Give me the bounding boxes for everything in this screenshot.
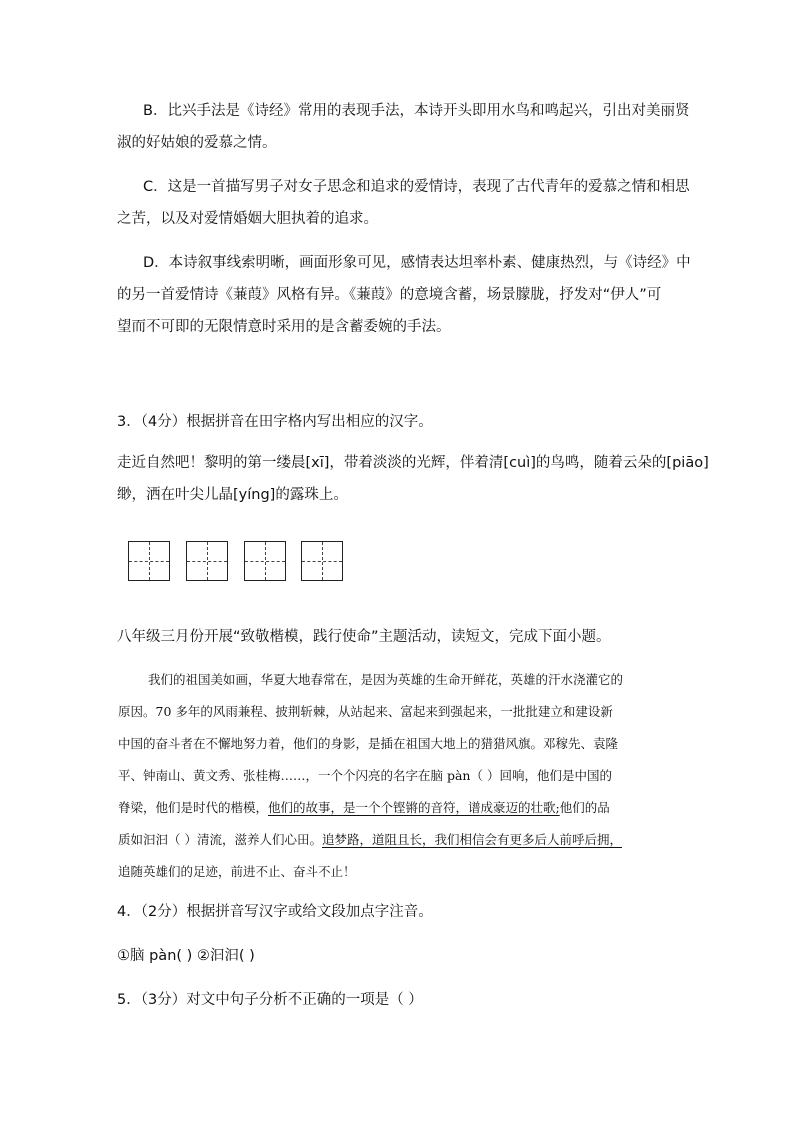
tianzi-grid-cell[interactable] bbox=[244, 541, 286, 581]
passage-line: 追随英雄们的足迹，前进不止、奋斗不止！ bbox=[118, 864, 356, 879]
passage-line: 原因。70 多年的风雨兼程、披荆斩棘，从站起来、富起来到强起来，一批批建立和建设新 bbox=[118, 704, 613, 719]
question-3-text-line-2: 缈，洒在叶尖儿晶[yíng]的露珠上。 bbox=[117, 487, 348, 503]
passage-text: 他们的品 bbox=[559, 800, 610, 815]
question-4-title: 4．（2分）根据拼音写汉字或给文段加点字注音。 bbox=[117, 904, 433, 920]
activity-intro: 八年级三月份开展“致敬楷模，践行使命”主题活动，读短文，完成下面小题。 bbox=[117, 629, 611, 645]
underlined-sentence: 他们的故事，是一个个铿锵的音符，谱成豪迈的壮歌; bbox=[268, 800, 560, 815]
option-c-line-2: 之苦，以及对爱情婚姻大胆执着的追求。 bbox=[117, 211, 378, 227]
passage-text: 脊梁，他们是时代的楷模， bbox=[118, 800, 269, 815]
passage-line: 平、钟南山、黄文秀、张桂梅……，一个个闪亮的名字在脑 pàn（ ）回响，他们是中国的 bbox=[118, 768, 612, 783]
option-b-line-2: 淑的好姑娘的爱慕之情。 bbox=[117, 135, 277, 151]
passage-line bbox=[118, 830, 622, 850]
option-d-line-1: D．本诗叙事线索明晰，画面形象可见，感情表达坦率朴素、健康热烈，与《诗经》中 bbox=[143, 255, 691, 271]
passage-line: 中国的奋斗者在不懈地努力着，他们的身影，是插在祖国大地上的猎猎风旗。邓稼先、袁隆 bbox=[118, 736, 619, 751]
option-b-line-1: B．比兴手法是《诗经》常用的表现手法，本诗开头即用水鸟和鸣起兴，引出对美丽贤 bbox=[143, 103, 690, 119]
passage-line: 我们的祖国美如画，华夏大地春常在，是因为英雄的生命开鲜花，英雄的汗水浇灌它的 bbox=[148, 672, 624, 687]
question-4-answer-line: ①脑 pàn( ) ②汩汩( ) bbox=[117, 948, 255, 964]
question-5-title: 5．（3分）对文中句子分析不正确的一项是（ ） bbox=[117, 992, 423, 1008]
option-d-line-2: 的另一首爱情诗《蒹葭》风格有异。《蒹葭》的意境含蓄，场景朦胧，抒发对“伊人”可 bbox=[117, 287, 662, 303]
tianzi-grid-cell[interactable] bbox=[128, 541, 170, 581]
tianzi-grid-cell[interactable] bbox=[186, 541, 228, 581]
underlined-sentence: 追梦路，道阻且长，我们相信会有更多后人前呼后拥， bbox=[321, 832, 622, 847]
passage-line bbox=[118, 798, 610, 818]
passage-text: 质如汩汩（ ）清流，滋养人们心田。 bbox=[118, 832, 322, 847]
option-d-line-3: 望而不可即的无限情意时采用的是含蓄委婉的手法。 bbox=[117, 319, 451, 335]
question-3-title: 3．（4分）根据拼音在田字格内写出相应的汉字。 bbox=[117, 414, 433, 430]
question-3-text-line-1: 走近自然吧！黎明的第一缕晨[xī]，带着淡淡的光辉，伴着清[cuì]的鸟鸣，随着云朵的[piāo] bbox=[117, 455, 709, 471]
tianzi-grid-cell[interactable] bbox=[301, 541, 343, 581]
option-c-line-1: C．这是一首描写男子对女子思念和追求的爱情诗，表现了古代青年的爱慕之情和相思 bbox=[143, 179, 690, 195]
